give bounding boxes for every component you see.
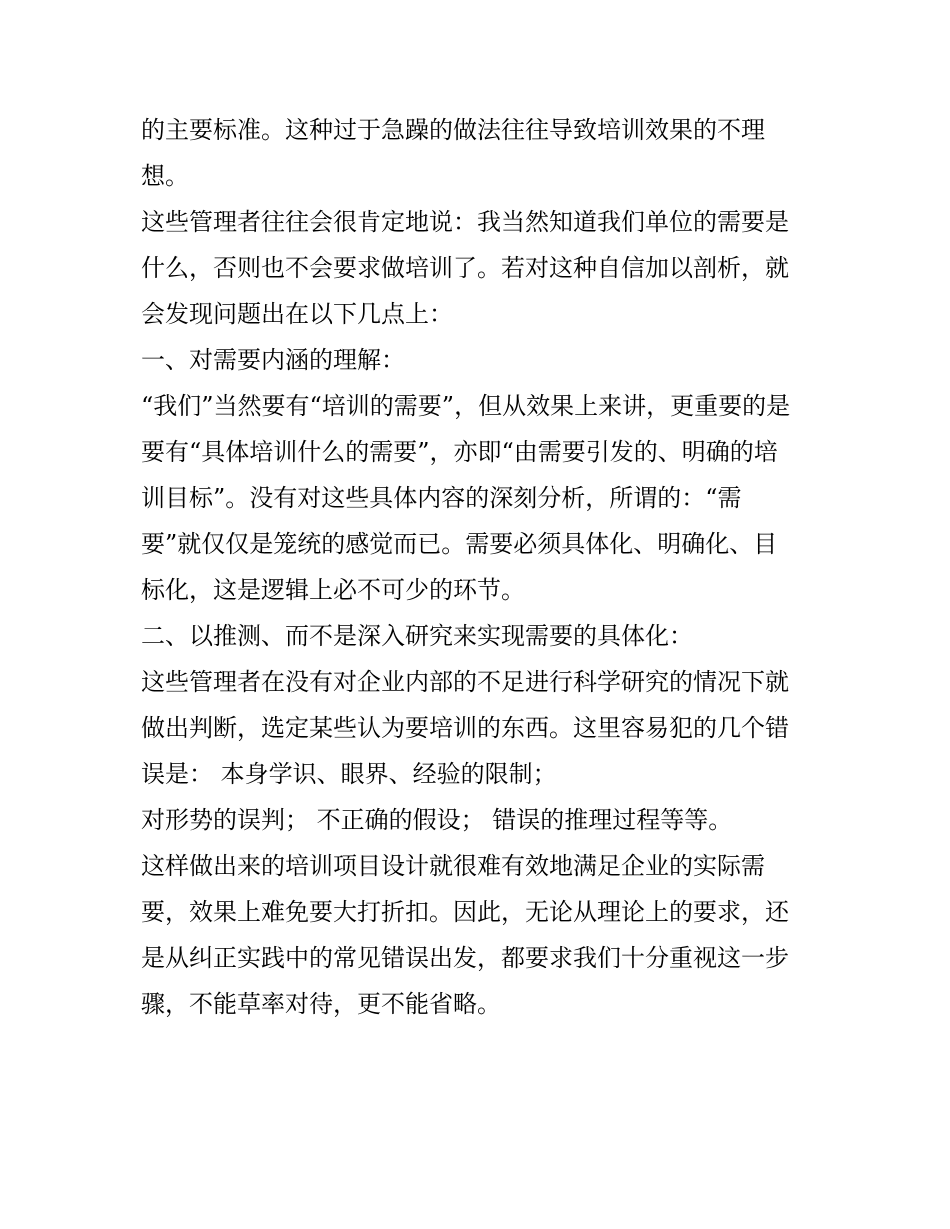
text-line: 标化，这是逻辑上必不可少的环节。 [141, 576, 525, 604]
text-line: 要”就仅仅是笼统的感觉而已。需要必须具体化、明确化、目 [141, 530, 778, 558]
text-line: 对形势的误判； 不正确的假设； 错误的推理过程等等。 [141, 806, 733, 834]
text-line: 骤，不能草率对待，更不能省略。 [141, 990, 501, 1018]
text-line: 这些管理者在没有对企业内部的不足进行科学研究的情况下就 [141, 668, 789, 696]
text-line: 这样做出来的培训项目设计就很难有效地满足企业的实际需 [141, 852, 765, 880]
text-line: 训目标”。没有对这些具体内容的深刻分析，所谓的：“需 [141, 484, 742, 512]
text-line: 误是： 本身学识、眼界、经验的限制； [141, 760, 557, 788]
text-line: 做出判断，选定某些认为要培训的东西。这里容易犯的几个错 [141, 714, 789, 742]
section-heading: 二、以推测、而不是深入研究来实现需要的具体化： [141, 622, 693, 650]
text-line: 的主要标准。这种过于急躁的做法往往导致培训效果的不理 [141, 116, 765, 144]
section-heading: 一、对需要内涵的理解： [141, 346, 405, 374]
text-line: 要，效果上难免要大打折扣。因此，无论从理论上的要求，还 [141, 898, 789, 926]
text-line: 这些管理者往往会很肯定地说：我当然知道我们单位的需要是 [141, 208, 789, 236]
text-line: “我们”当然要有“培训的需要”，但从效果上来讲，更重要的是 [141, 392, 791, 420]
text-line: 想。 [141, 162, 189, 190]
document-body [141, 107, 821, 1027]
text-line: 什么，否则也不会要求做培训了。若对这种自信加以剖析，就 [141, 254, 789, 282]
text-line: 要有“具体培训什么的需要”，亦即“由需要引发的、明确的培 [141, 438, 778, 466]
text-line: 会发现问题出在以下几点上： [141, 300, 453, 328]
text-line: 是从纠正实践中的常见错误出发，都要求我们十分重视这一步 [141, 944, 789, 972]
